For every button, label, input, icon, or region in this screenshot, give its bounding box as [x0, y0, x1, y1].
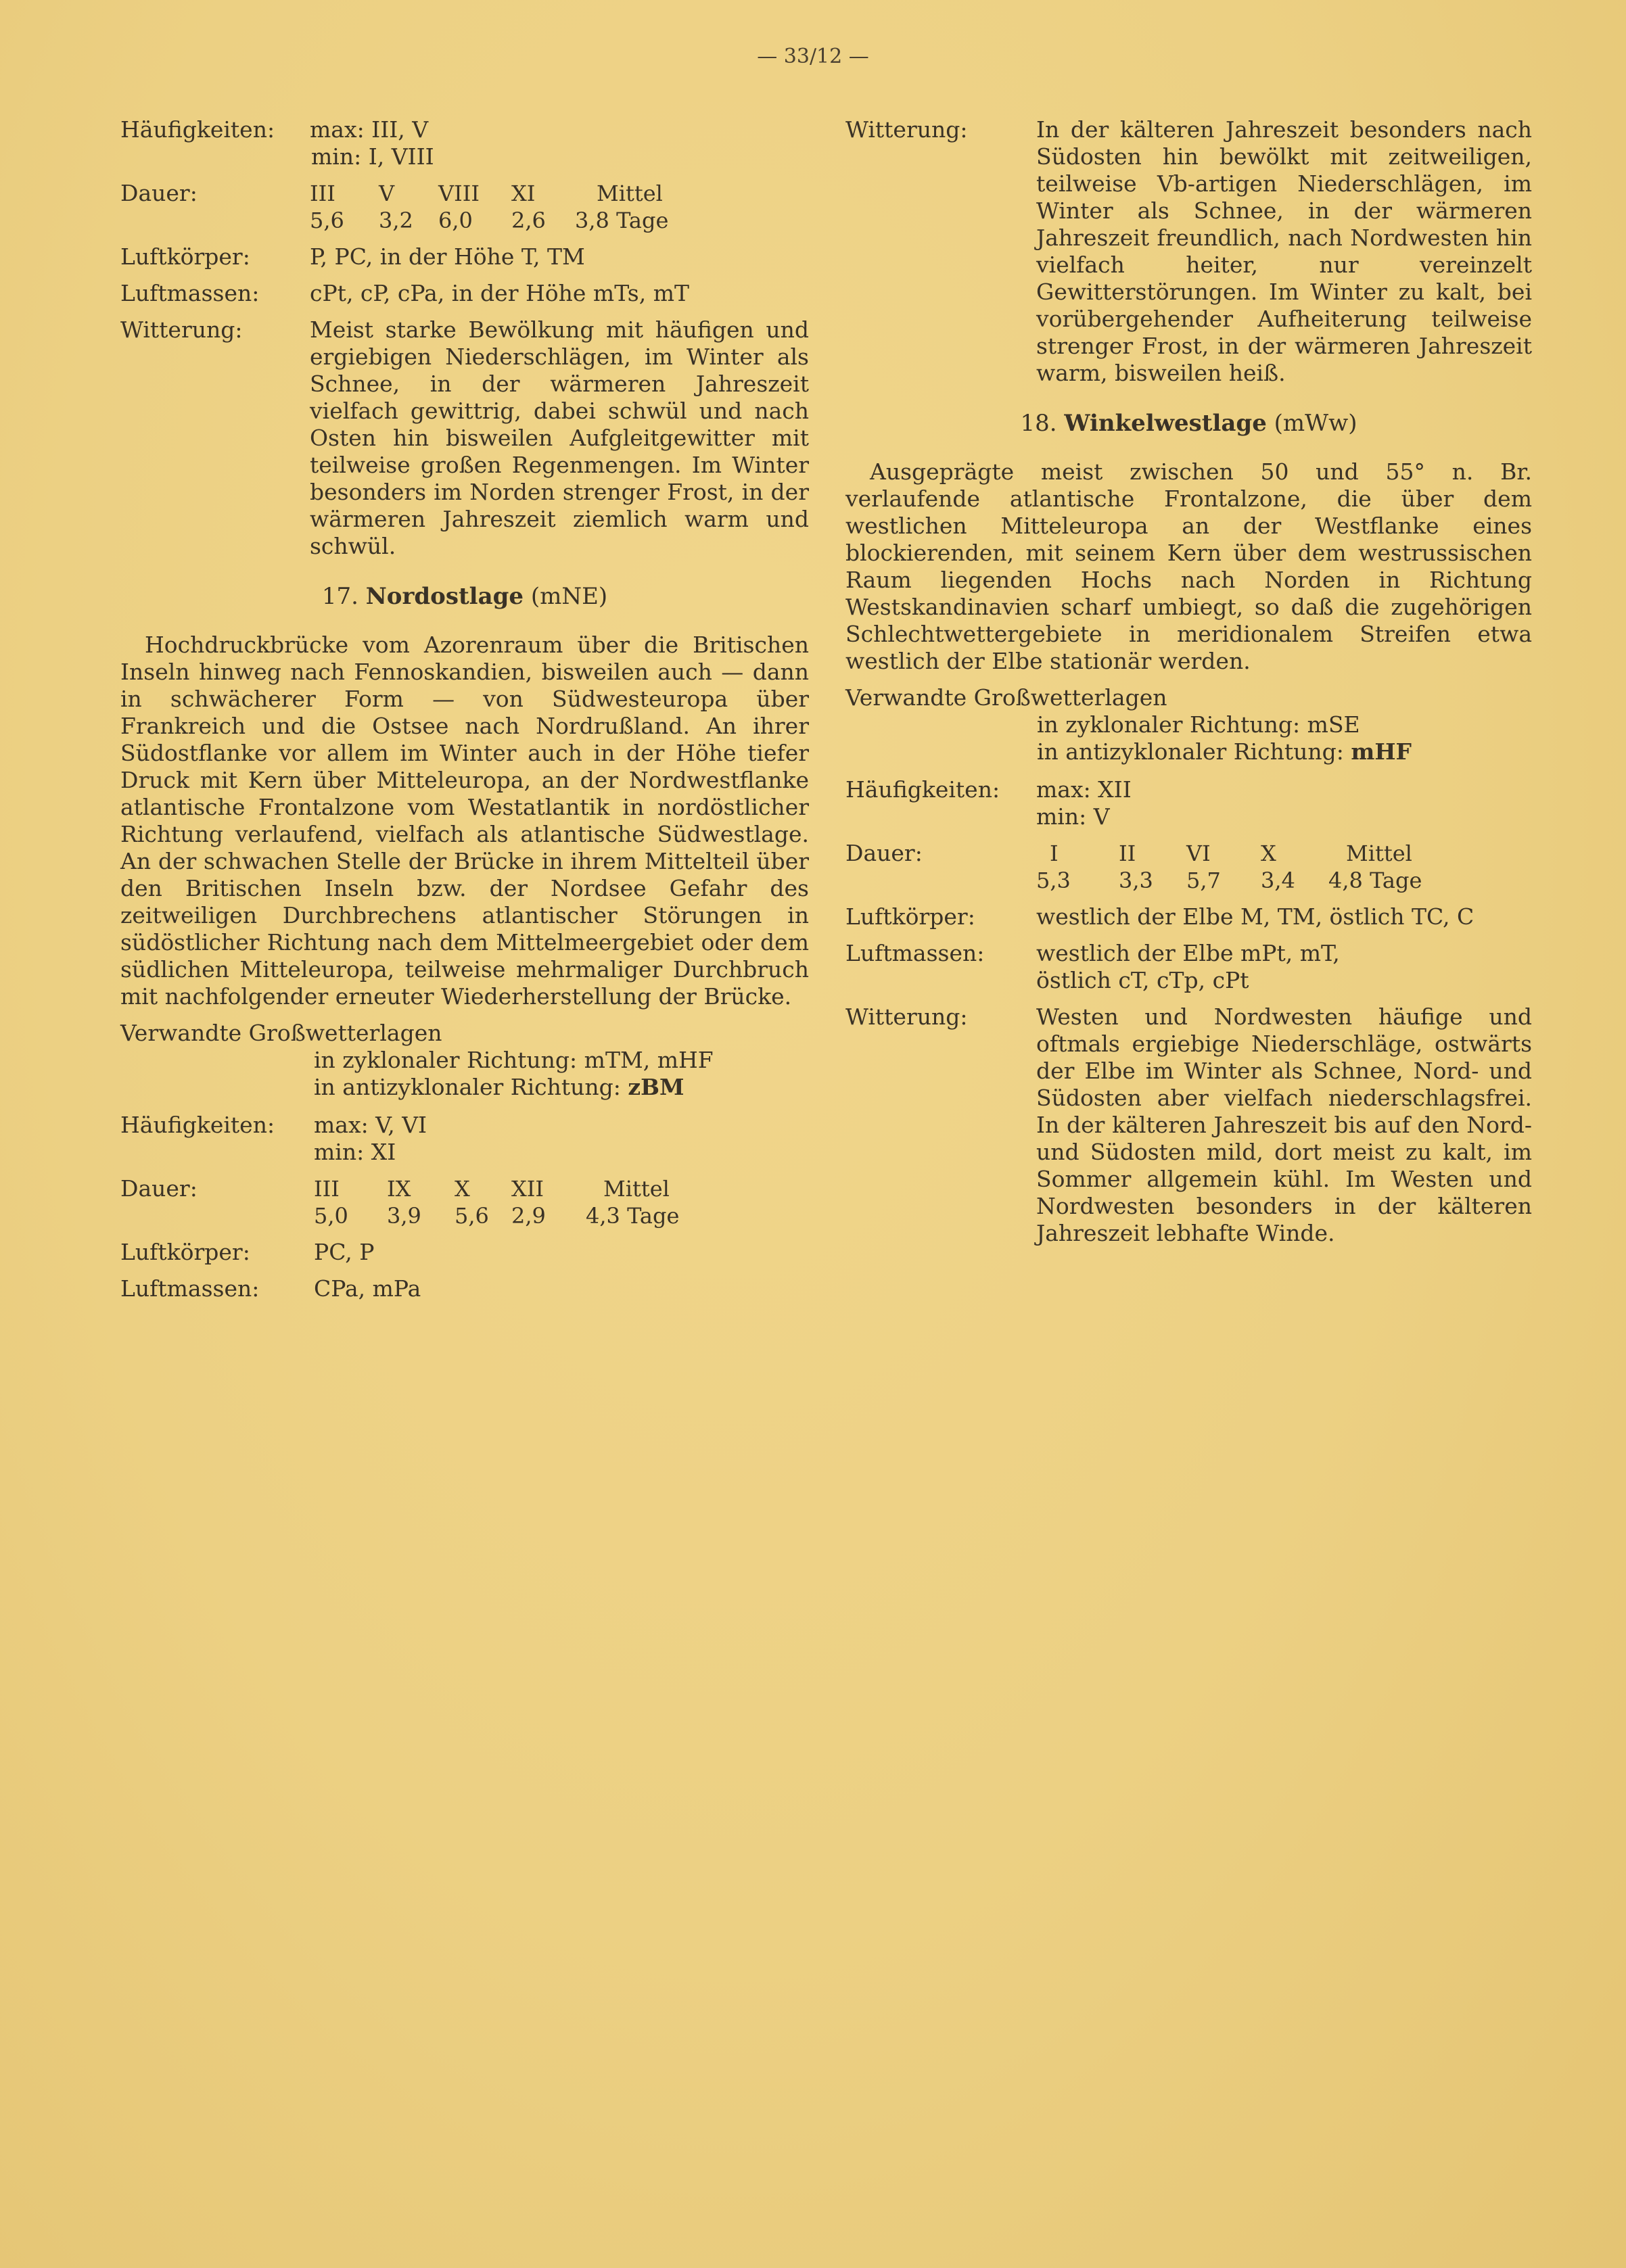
section-18-description: Ausgeprägte meist zwischen 50 und 55° n. Br. verlaufende atlantische Frontalzone, die über dem westlichen Mitteleuropa an der Westflanke eines blockierenden, mit seinem Kern über dem westrussischen Raum liegenden Hochs nach Norden in Richtung Westskandinavien scharf umbiegt, so daß die zugehörigen Schlechtwettergebiete in meridionalem Streifen etwa westlich der Elbe stationär werden.	[845, 458, 1532, 674]
duration-value-cell: 5,3	[1036, 868, 1071, 893]
related-cyclonal: in zyklonaler Richtung: mTM, mHF	[314, 1047, 714, 1073]
duration-month: X	[1261, 841, 1276, 866]
duration-table	[1036, 840, 1422, 894]
duration-value-cell: 3,8 Tage	[575, 208, 669, 233]
duration-value-cell: 4,8 Tage	[1328, 868, 1422, 893]
weather-label: Witterung:	[845, 1003, 968, 1030]
section-17-related	[120, 1020, 809, 1101]
section-18-code: (mWw)	[1274, 410, 1357, 437]
duration-month: Mittel	[603, 1176, 670, 1202]
duration-month: XI	[511, 181, 536, 206]
duration-value-cell: 5,6	[310, 208, 344, 233]
air-body-value: PC, P	[314, 1239, 375, 1265]
air-mass-value: CPa, mPa	[314, 1275, 421, 1302]
duration-value-cell: 2,9	[511, 1203, 546, 1229]
duration-month: III	[310, 181, 335, 206]
related-title: Verwandte Großwetterlagen	[120, 1020, 442, 1046]
air-body-value: P, PC, in der Höhe T, TM	[310, 243, 585, 270]
section-18-heading	[845, 408, 1532, 438]
frequencies-label: Häufigkeiten:	[120, 1112, 275, 1138]
weather-value: In der kälteren Jahreszeit besonders nach Südosten hin bewölkt mit zeitweiligen, teilweise Vb-artigen Niederschlägen, im Winter als Schnee, in der wärmeren Jahreszeit freundlich, nach Nordwesten hin vielfach heiter, nur vereinzelt Gewitterstörungen. Im Winter zu kalt, bei vorübergehender Aufheiterung teilweise strenger Frost, in der wärmeren Jahreszeit warm, bisweilen heiß.	[1036, 116, 1532, 386]
section-17-air-mass-row	[120, 1275, 809, 1302]
frequencies-value	[1036, 776, 1532, 830]
duration-value	[310, 180, 809, 234]
air-body-row	[120, 243, 809, 270]
duration-month: VIII	[438, 181, 480, 206]
duration-value-cell: 3,2	[379, 208, 413, 233]
frequencies-max: max: V, VI	[314, 1112, 427, 1138]
weather-label: Witterung:	[120, 316, 243, 343]
section-18-related	[845, 684, 1532, 765]
section-18-duration-row	[845, 840, 1532, 894]
section-18-weather-row	[845, 1003, 1532, 1247]
duration-value	[310, 1175, 809, 1229]
duration-value-cell: 3,3	[1119, 868, 1153, 893]
duration-value-cell: 2,6	[511, 208, 546, 233]
related-anticyclonal	[1037, 738, 1532, 765]
related-cyclonal: in zyklonaler Richtung: mSE	[1037, 711, 1360, 738]
duration-month: III	[314, 1176, 340, 1202]
duration-value-cell: 6,0	[438, 208, 473, 233]
air-mass-line: westlich der Elbe mPt, mT,	[1036, 940, 1340, 966]
air-body-label: Luftkörper:	[120, 1239, 250, 1265]
duration-value-cell: 5,0	[314, 1203, 348, 1229]
duration-month: I	[1050, 841, 1059, 866]
weather-row	[845, 116, 1532, 387]
air-mass-row	[120, 280, 809, 307]
duration-month: Mittel	[1346, 841, 1412, 866]
air-body-label: Luftkörper:	[845, 903, 975, 930]
air-mass-value: cPt, cP, cPa, in der Höhe mTs, mT	[310, 280, 690, 306]
duration-month: XII	[511, 1176, 544, 1202]
section-17-frequencies-row	[120, 1112, 809, 1166]
duration-label: Dauer:	[120, 180, 198, 206]
duration-row	[120, 180, 809, 234]
weather-value: Meist starke Bewölkung mit häufigen und ergiebigen Niederschlägen, im Winter als Schnee, in der wärmeren Jahreszeit vielfach gewittrig, dabei schwül und nach Osten hin bisweilen Aufgleitgewitter mit teilweise großen Regenmengen. Im Winter besonders im Norden strenger Frost, in der wärmeren Jahreszeit ziemlich warm und schwül.	[310, 316, 809, 559]
section-17-code: (mNE)	[530, 583, 608, 610]
duration-month: IX	[387, 1176, 411, 1202]
duration-label: Dauer:	[845, 840, 923, 866]
section-18-air-body-row	[845, 903, 1532, 930]
frequencies-label: Häufigkeiten:	[845, 776, 1000, 803]
frequencies-max: max: XII	[1036, 776, 1132, 803]
duration-label: Dauer:	[120, 1175, 198, 1202]
air-mass-line: östlich cT, cTp, cPt	[1036, 967, 1249, 993]
duration-value-cell: 4,3 Tage	[586, 1203, 680, 1229]
frequencies-value	[310, 116, 809, 170]
weather-row	[120, 316, 809, 560]
weather-value: Westen und Nordwesten häufige und oftmals ergiebige Niederschläge, ostwärts der Elbe im Winter als Schnee, Nord- und Südosten aber vielfach niederschlagsfrei. In der kälteren Jahreszeit bis auf den Nord- und Südosten mild, dort meist zu kalt, im Sommer allgemein kühl. Im Westen und Nordwesten besonders in der kälteren Jahreszeit lebhafte Winde.	[1036, 1003, 1532, 1246]
frequencies-max: max: III, V	[310, 116, 429, 143]
section-17-duration-row	[120, 1175, 809, 1229]
frequencies-min: min: V	[1036, 803, 1110, 830]
air-body-label: Luftkörper:	[120, 243, 250, 270]
section-17-air-body-row	[120, 1239, 809, 1266]
related-anticyclonal-code: zBM	[628, 1074, 684, 1100]
duration-value-cell: 3,4	[1261, 868, 1295, 893]
section-17-title: Nordostlage	[365, 583, 524, 610]
air-mass-label: Luftmassen:	[120, 1275, 260, 1302]
section-17-description: Hochdruckbrücke vom Azorenraum über die Britischen Inseln hinweg nach Fennoskandien, bisweilen auch — dann in schwächerer Form — von Südwesteuropa über Frankreich und die Ostsee nach Nordrußland. An ihrer Südostflanke vor allem im Winter auch in der Höhe tiefer Druck mit Kern über Mitteleuropa, an der Nordwestflanke atlantische Frontalzone vom Westatlantik in nordöstlicher Richtung verlaufend, vielfach als atlantische Südwestlage. An der schwachen Stelle der Brücke in ihrem Mittelteil über den Britischen Inseln bzw. der Nordsee Gefahr des zeitweiligen Durchbrechens atlantischer Störungen in südöstlicher Richtung nach dem Mittelmeergebiet oder dem südlichen Mitteleuropa, teilweise mehrmaliger Durchbruch mit nachfolgender erneuter Wiederherstellung der Brücke.	[120, 632, 809, 1010]
left-column	[120, 116, 809, 1312]
duration-month: V	[379, 181, 395, 206]
duration-month: II	[1119, 841, 1136, 866]
duration-month: Mittel	[597, 181, 663, 206]
air-body-value: westlich der Elbe M, TM, östlich TC, C	[1036, 903, 1474, 930]
frequencies-label: Häufigkeiten:	[120, 116, 275, 143]
air-mass-value	[1036, 940, 1532, 994]
duration-table	[310, 180, 668, 234]
frequencies-row	[120, 116, 809, 170]
section-18-number: 18.	[1020, 410, 1057, 437]
frequencies-value	[310, 1112, 809, 1166]
right-column	[845, 116, 1532, 1256]
duration-value-cell: 5,7	[1186, 868, 1221, 893]
related-anticyclonal-code: mHF	[1351, 738, 1412, 765]
duration-table	[314, 1175, 679, 1229]
air-mass-label: Luftmassen:	[845, 940, 985, 966]
frequencies-min: min: XI	[314, 1139, 396, 1165]
frequencies-min: min: I, VIII	[311, 143, 434, 170]
section-18-title: Winkelwestlage	[1064, 410, 1267, 437]
air-mass-label: Luftmassen:	[120, 280, 260, 306]
related-title: Verwandte Großwetterlagen	[845, 684, 1167, 711]
section-18-frequencies-row	[845, 776, 1532, 830]
related-anticyclonal-prefix: in antizyklonaler Richtung:	[1037, 738, 1351, 765]
duration-value-cell: 3,9	[387, 1203, 421, 1229]
section-18-air-mass-row	[845, 940, 1532, 994]
related-anticyclonal	[314, 1074, 809, 1101]
weather-label: Witterung:	[845, 116, 968, 143]
duration-month: VI	[1186, 841, 1211, 866]
section-17-heading	[120, 582, 809, 611]
duration-value	[1036, 840, 1532, 894]
page-number: — 33/12 —	[757, 45, 869, 68]
section-17-number: 17.	[321, 583, 358, 610]
duration-value-cell: 5,6	[455, 1203, 489, 1229]
duration-month: X	[455, 1176, 470, 1202]
related-anticyclonal-prefix: in antizyklonaler Richtung:	[314, 1074, 628, 1100]
